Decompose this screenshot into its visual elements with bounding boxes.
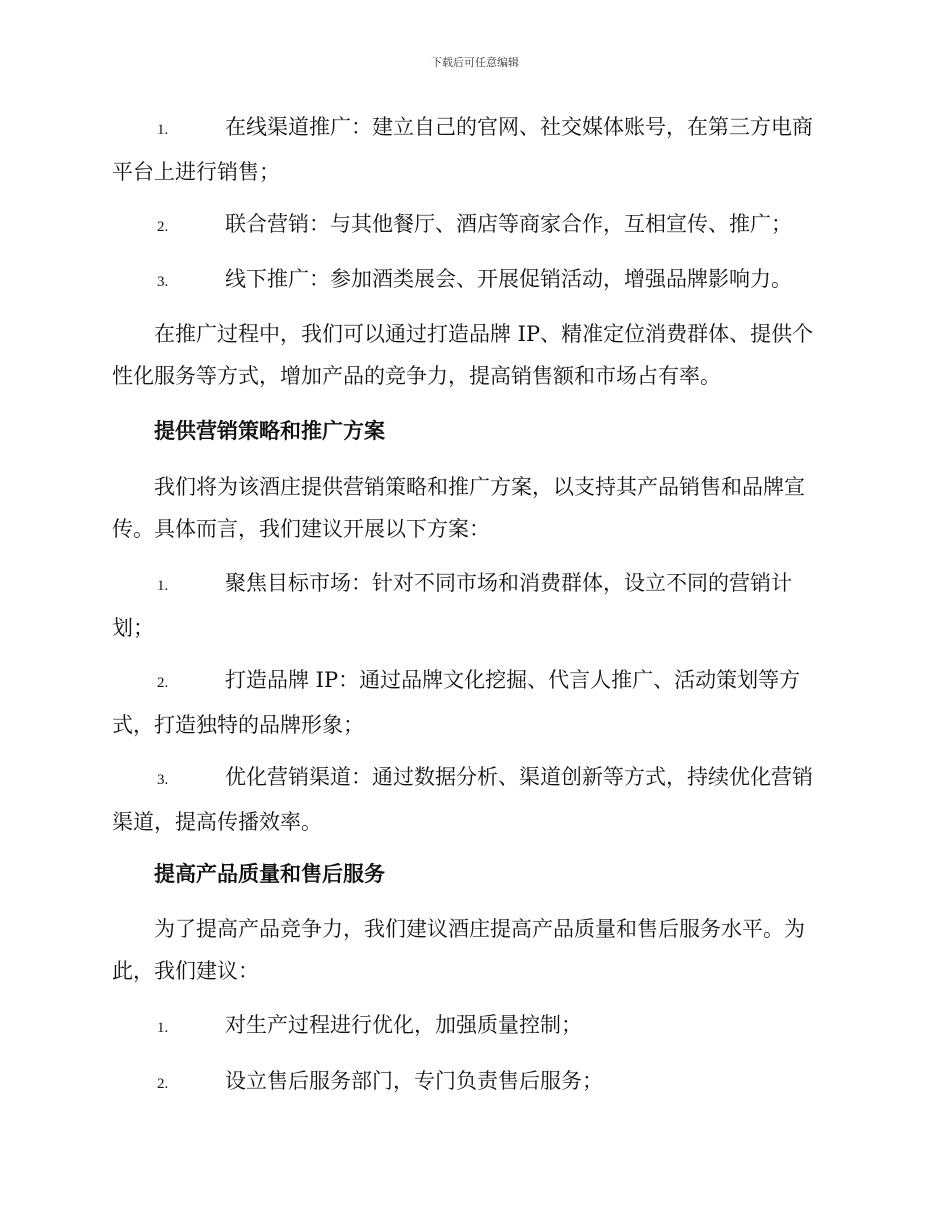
list-text: 线下推广：参加酒类展会、开展促销活动，增强品牌影响力。	[225, 267, 792, 291]
paragraph-line: 在推广过程中，我们可以通过打造品牌 IP、精准定位消费群体、提供个	[154, 322, 814, 346]
page-header: 下载后可任意编辑	[431, 56, 519, 69]
list-item	[112, 106, 834, 193]
list-text-continued: 平台上进行销售；	[112, 160, 280, 184]
list-item	[112, 562, 834, 649]
section-heading	[112, 853, 834, 895]
list-text: 在线渠道推广：建立自己的官网、社交媒体账号，在第三方电商	[225, 115, 813, 139]
section-heading-text: 提高产品质量和售后服务	[154, 861, 385, 886]
paragraph	[112, 466, 834, 550]
list-text: 优化营销渠道：通过数据分析、渠道创新等方式，持续优化营销	[225, 765, 813, 789]
list-item	[112, 258, 834, 303]
list-item	[112, 1060, 834, 1105]
list-item	[112, 659, 834, 746]
paragraph	[112, 313, 834, 397]
paragraph-line: 性化服务等方式，增加产品的竞争力，提高销售额和市场占有率。	[112, 364, 721, 388]
list-number: 1.	[157, 122, 169, 138]
list-number: 1.	[157, 1020, 169, 1036]
list-text: 设立售后服务部门，专门负责售后服务；	[225, 1069, 603, 1093]
list-number: 2.	[157, 219, 169, 235]
list-text-continued: 划；	[112, 616, 154, 640]
list-text: 联合营销：与其他餐厅、酒店等商家合作，互相宣传、推广；	[225, 212, 792, 236]
list-item	[112, 756, 834, 843]
list-item	[112, 1004, 834, 1049]
list-text-continued: 渠道，提高传播效率。	[112, 810, 322, 834]
list-number: 2.	[157, 675, 169, 691]
section-heading-text: 提供营销策略和推广方案	[154, 418, 385, 443]
paragraph-line: 我们将为该酒庄提供营销策略和推广方案，以支持其产品销售和品牌宣	[154, 475, 805, 499]
list-number: 3.	[157, 772, 169, 788]
paragraph-line: 为了提高产品竞争力，我们建议酒庄提高产品质量和售后服务水平。为	[154, 917, 805, 941]
paragraph-line: 传。具体而言，我们建议开展以下方案：	[112, 517, 490, 541]
list-number: 2.	[157, 1076, 169, 1092]
list-number: 1.	[157, 578, 169, 594]
paragraph	[112, 908, 834, 992]
list-text: 聚焦目标市场：针对不同市场和消费群体，设立不同的营销计	[225, 571, 792, 595]
list-text: 打造品牌 IP：通过品牌文化挖掘、代言人推广、活动策划等方	[225, 668, 801, 692]
list-item	[112, 203, 834, 248]
section-heading	[112, 410, 834, 452]
list-text: 对生产过程进行优化，加强质量控制；	[225, 1013, 582, 1037]
list-text-continued: 式，打造独特的品牌形象；	[112, 713, 364, 737]
list-number: 3.	[157, 274, 169, 290]
paragraph-line: 此，我们建议：	[112, 959, 259, 983]
